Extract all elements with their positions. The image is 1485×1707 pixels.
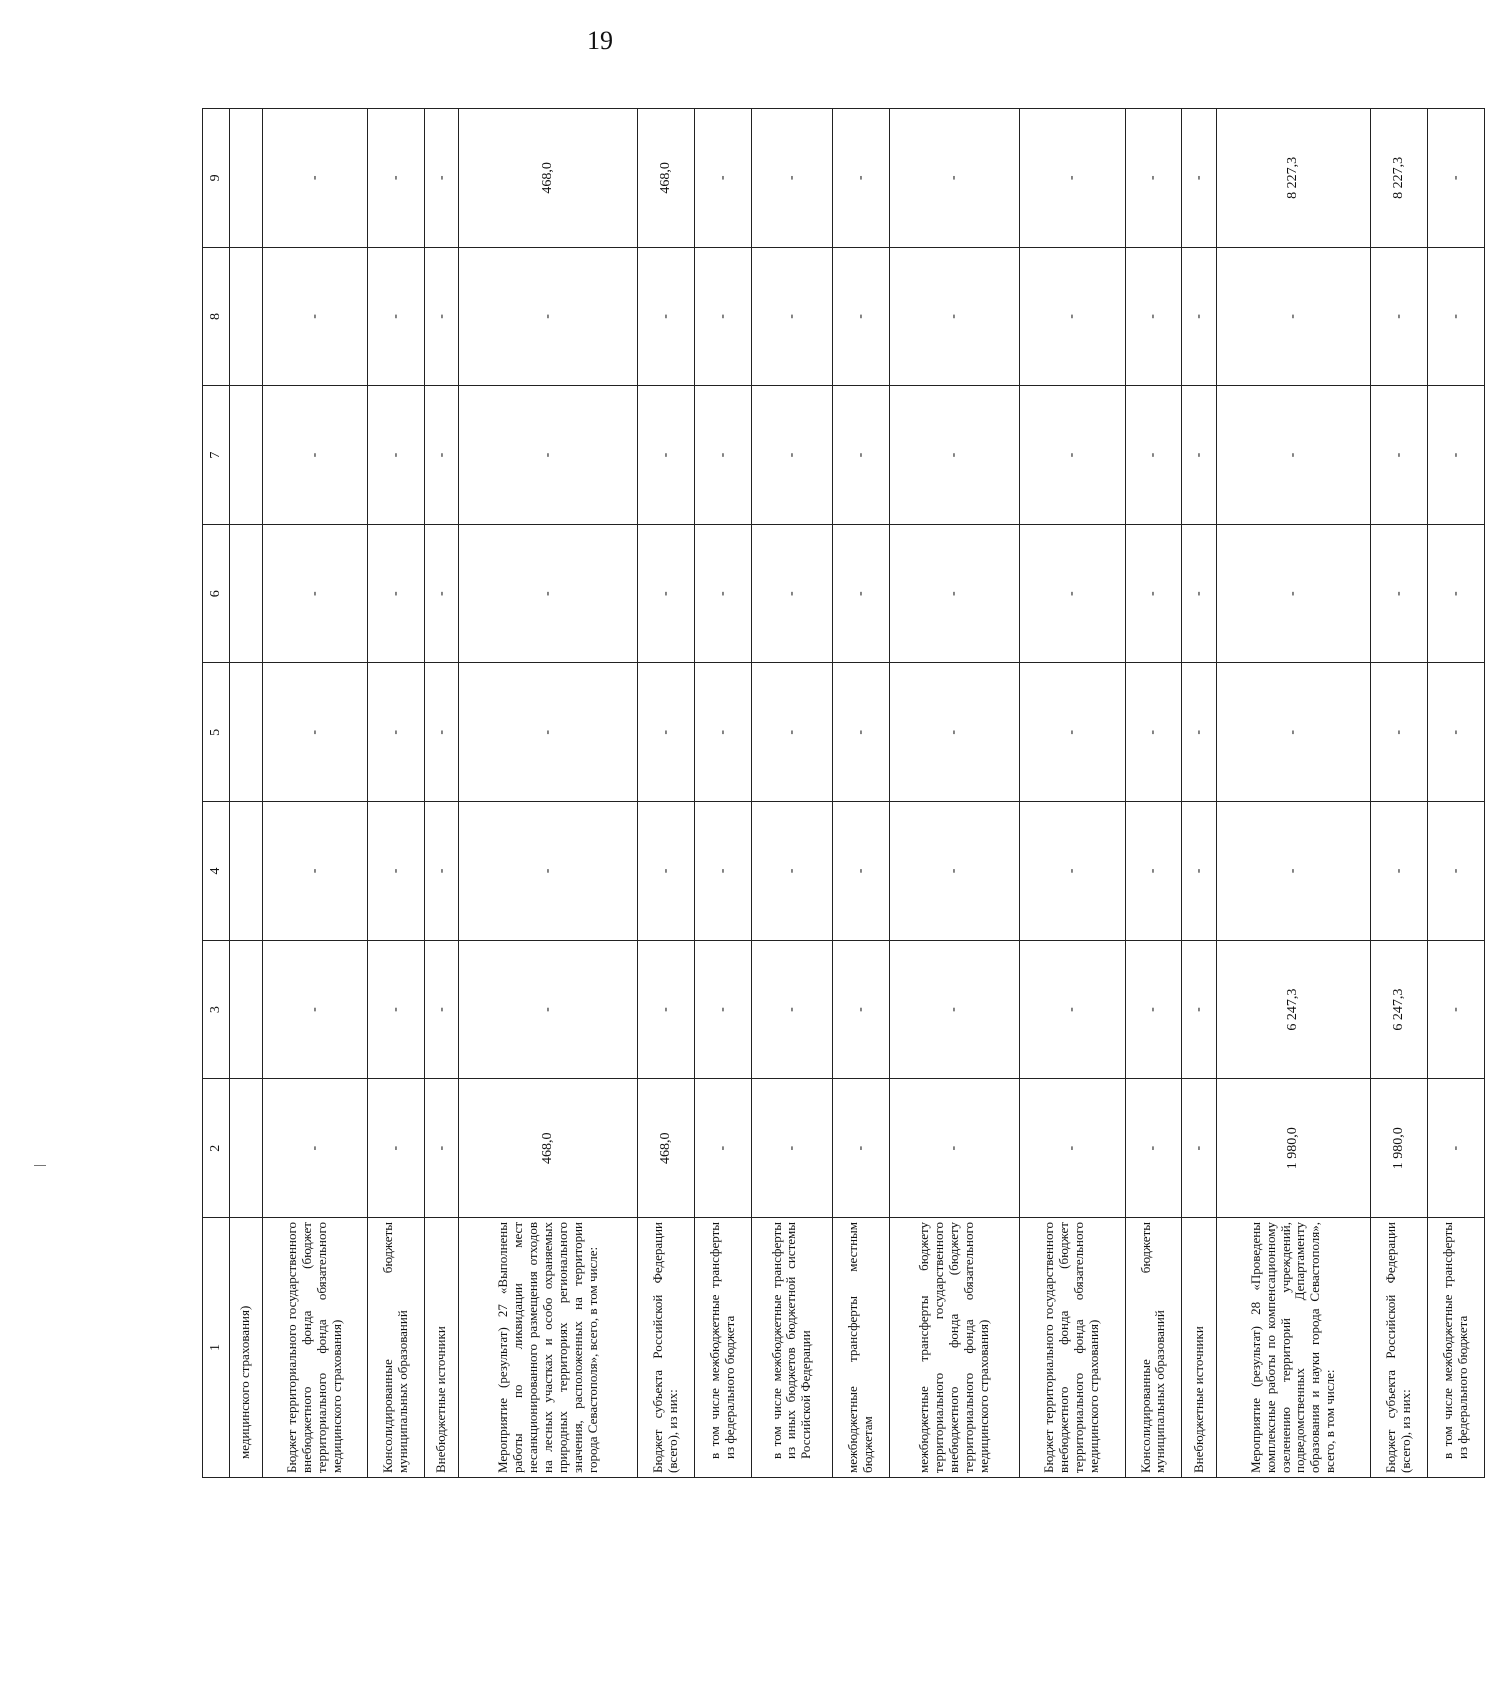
table-row: [1182, 109, 1216, 1478]
value-cell: -: [368, 524, 425, 663]
value-cell: -: [1125, 524, 1182, 663]
value-cell: -: [1019, 1079, 1125, 1218]
value-cell: -: [889, 386, 1019, 525]
table-row: [1371, 109, 1428, 1478]
value-cell: -: [1182, 386, 1216, 525]
value-cell: -: [1125, 1079, 1182, 1218]
row-label: Мероприятие (результат) 28 «Проведены комплексные работы по компенсационному озеленению территорий учреждений, подведомственных Департаменту образования и науки города Севастополя», всего, в том числе:: [1216, 1218, 1370, 1478]
row-label: Консолидированные бюджеты муниципальных образований: [1125, 1218, 1182, 1478]
value-cell: -: [1428, 940, 1485, 1079]
value-cell: -: [262, 663, 368, 802]
value-cell: -: [1125, 663, 1182, 802]
table-row: [751, 109, 832, 1478]
value-cell: -: [833, 524, 890, 663]
value-cell: -: [833, 802, 890, 941]
value-cell: -: [425, 386, 459, 525]
value-cell: -: [751, 940, 832, 1079]
value-cell: [230, 247, 263, 386]
table-row: [262, 109, 368, 1478]
value-cell: -: [1182, 663, 1216, 802]
value-cell: [230, 1079, 263, 1218]
value-cell: -: [425, 802, 459, 941]
row-label: в том числе межбюджетные трансферты из иных бюджетов бюджетной системы Российской Федерации: [751, 1218, 832, 1478]
value-cell: -: [1019, 109, 1125, 248]
value-cell: -: [638, 802, 695, 941]
value-cell: -: [425, 940, 459, 1079]
value-cell: -: [368, 1079, 425, 1218]
value-cell: [230, 109, 263, 248]
value-cell: -: [1019, 663, 1125, 802]
value-cell: -: [889, 109, 1019, 248]
value-cell: -: [425, 109, 459, 248]
value-cell: -: [751, 524, 832, 663]
value-cell: -: [1019, 386, 1125, 525]
value-cell: 468,0: [638, 1079, 695, 1218]
value-cell: -: [1371, 524, 1428, 663]
value-cell: -: [1428, 386, 1485, 525]
value-cell: -: [833, 940, 890, 1079]
value-cell: -: [638, 247, 695, 386]
value-cell: -: [1428, 802, 1485, 941]
value-cell: -: [833, 386, 890, 525]
col-header: 5: [203, 663, 230, 802]
table-row: [1428, 109, 1485, 1478]
value-cell: [230, 663, 263, 802]
value-cell: -: [694, 386, 751, 525]
value-cell: -: [1371, 386, 1428, 525]
row-label: Бюджет территориального государственного внебюджетного фонда (бюджет территориального фонда обязательного медицинского страхования): [262, 1218, 368, 1478]
row-label: в том числе межбюджетные трансферты из федерального бюджета: [694, 1218, 751, 1478]
col-header: 8: [203, 247, 230, 386]
value-cell: -: [262, 802, 368, 941]
value-cell: -: [1216, 802, 1370, 941]
value-cell: -: [751, 386, 832, 525]
value-cell: -: [889, 802, 1019, 941]
value-cell: -: [1182, 247, 1216, 386]
row-label: Мероприятие (результат) 27 «Выполнены работы по ликвидации мест несанкционированного размещения отходов на лесных участках и особо охраняемых природных территориях регионального значения, расположенных на территории города Севастополя», всего, в том числе:: [459, 1218, 638, 1478]
value-cell: -: [694, 940, 751, 1079]
value-cell: -: [1182, 109, 1216, 248]
row-label: Внебюджетные источники: [1182, 1218, 1216, 1478]
value-cell: 8 227,3: [1371, 109, 1428, 248]
value-cell: -: [1019, 802, 1125, 941]
value-cell: -: [1216, 663, 1370, 802]
value-cell: -: [694, 1079, 751, 1218]
row-label: медицинского страхования): [230, 1218, 263, 1478]
value-cell: -: [459, 940, 638, 1079]
value-cell: -: [1428, 524, 1485, 663]
value-cell: -: [694, 109, 751, 248]
value-cell: -: [638, 386, 695, 525]
value-cell: -: [1125, 247, 1182, 386]
budget-table-rotated: [202, 108, 1485, 1478]
value-cell: -: [262, 524, 368, 663]
value-cell: -: [889, 247, 1019, 386]
value-cell: 1 980,0: [1371, 1079, 1428, 1218]
value-cell: -: [1428, 1079, 1485, 1218]
value-cell: -: [1371, 663, 1428, 802]
value-cell: -: [262, 1079, 368, 1218]
col-header: 1: [203, 1218, 230, 1478]
value-cell: -: [1182, 1079, 1216, 1218]
row-label: Внебюджетные источники: [425, 1218, 459, 1478]
value-cell: -: [751, 663, 832, 802]
page-number: 19: [587, 26, 613, 55]
value-cell: -: [751, 109, 832, 248]
value-cell: -: [1182, 940, 1216, 1079]
value-cell: -: [459, 247, 638, 386]
value-cell: [230, 802, 263, 941]
value-cell: -: [368, 802, 425, 941]
value-cell: [230, 524, 263, 663]
value-cell: -: [262, 247, 368, 386]
value-cell: 468,0: [459, 1079, 638, 1218]
value-cell: -: [751, 1079, 832, 1218]
value-cell: -: [1182, 524, 1216, 663]
scan-mark: [34, 1165, 46, 1166]
value-cell: -: [751, 247, 832, 386]
table-row: [1125, 109, 1182, 1478]
value-cell: -: [1371, 247, 1428, 386]
table-row: [1216, 109, 1370, 1478]
value-cell: -: [368, 663, 425, 802]
value-cell: -: [459, 524, 638, 663]
col-header: 6: [203, 524, 230, 663]
table-row: [425, 109, 459, 1478]
value-cell: -: [833, 247, 890, 386]
value-cell: [230, 386, 263, 525]
value-cell: -: [889, 1079, 1019, 1218]
value-cell: -: [262, 109, 368, 248]
table-row: [889, 109, 1019, 1478]
row-label: Бюджет территориального государственного внебюджетного фонда (бюджет территориального фонда обязательного медицинского страхования): [1019, 1218, 1125, 1478]
row-label: Бюджет субъекта Российской Федерации (всего), из них:: [638, 1218, 695, 1478]
value-cell: -: [751, 802, 832, 941]
value-cell: -: [833, 663, 890, 802]
value-cell: -: [425, 1079, 459, 1218]
value-cell: -: [638, 524, 695, 663]
row-label: Бюджет субъекта Российской Федерации (всего), из них:: [1371, 1218, 1428, 1478]
value-cell: -: [833, 109, 890, 248]
value-cell: -: [694, 524, 751, 663]
table-row: [1019, 109, 1125, 1478]
row-label: в том числе межбюджетные трансферты из федерального бюджета: [1428, 1218, 1485, 1478]
table-row: [833, 109, 890, 1478]
value-cell: 1 980,0: [1216, 1079, 1370, 1218]
value-cell: -: [459, 802, 638, 941]
value-cell: -: [368, 940, 425, 1079]
budget-table: [202, 108, 1485, 1478]
col-header: 3: [203, 940, 230, 1079]
value-cell: 468,0: [638, 109, 695, 248]
value-cell: -: [1019, 940, 1125, 1079]
value-cell: -: [694, 663, 751, 802]
table-row: [230, 109, 263, 1478]
value-cell: 468,0: [459, 109, 638, 248]
value-cell: -: [262, 386, 368, 525]
value-cell: -: [889, 940, 1019, 1079]
value-cell: -: [1371, 802, 1428, 941]
col-header: 9: [203, 109, 230, 248]
col-header: 4: [203, 802, 230, 941]
value-cell: 6 247,3: [1371, 940, 1428, 1079]
value-cell: -: [833, 1079, 890, 1218]
value-cell: -: [1216, 524, 1370, 663]
value-cell: -: [368, 109, 425, 248]
value-cell: 6 247,3: [1216, 940, 1370, 1079]
value-cell: 8 227,3: [1216, 109, 1370, 248]
value-cell: -: [889, 524, 1019, 663]
value-cell: -: [459, 663, 638, 802]
value-cell: -: [368, 386, 425, 525]
table-row: [694, 109, 751, 1478]
value-cell: -: [694, 247, 751, 386]
header-row: [203, 109, 230, 1478]
table-row: [459, 109, 638, 1478]
value-cell: -: [638, 663, 695, 802]
value-cell: -: [425, 247, 459, 386]
value-cell: -: [1216, 386, 1370, 525]
table-body: [230, 109, 1485, 1478]
value-cell: -: [1125, 109, 1182, 248]
value-cell: -: [262, 940, 368, 1079]
col-header: 7: [203, 386, 230, 525]
row-label: Консолидированные бюджеты муниципальных образований: [368, 1218, 425, 1478]
table-row: [638, 109, 695, 1478]
value-cell: -: [459, 386, 638, 525]
table-row: [368, 109, 425, 1478]
value-cell: -: [1428, 109, 1485, 248]
value-cell: -: [1428, 247, 1485, 386]
value-cell: [230, 940, 263, 1079]
value-cell: -: [368, 247, 425, 386]
value-cell: -: [1125, 940, 1182, 1079]
row-label: межбюджетные трансферты бюджету территориального государственного внебюджетного фонда (бюджету территориального фонда обязательного медицинского страхования): [889, 1218, 1019, 1478]
value-cell: -: [1019, 247, 1125, 386]
value-cell: -: [638, 940, 695, 1079]
value-cell: -: [425, 663, 459, 802]
value-cell: -: [1182, 802, 1216, 941]
value-cell: -: [1019, 524, 1125, 663]
col-header: 2: [203, 1079, 230, 1218]
row-label: межбюджетные трансферты местным бюджетам: [833, 1218, 890, 1478]
value-cell: -: [694, 802, 751, 941]
value-cell: -: [1216, 247, 1370, 386]
value-cell: -: [1428, 663, 1485, 802]
value-cell: -: [425, 524, 459, 663]
value-cell: -: [889, 663, 1019, 802]
value-cell: -: [1125, 386, 1182, 525]
value-cell: -: [1125, 802, 1182, 941]
